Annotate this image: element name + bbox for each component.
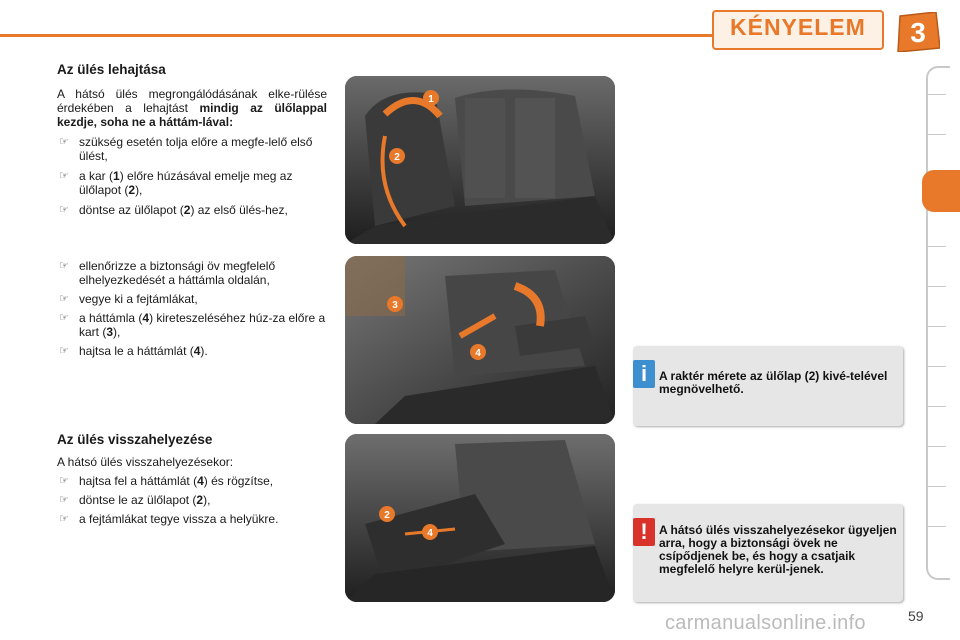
tab-divider xyxy=(928,366,946,367)
hand-pointer-icon: ☞ xyxy=(59,136,69,148)
step-list xyxy=(57,135,327,217)
section-fold-seat xyxy=(57,62,327,217)
step-text: ) és rögzítse, xyxy=(203,474,274,488)
step-item xyxy=(57,311,327,339)
step-text: döntse az ülőlapot ( xyxy=(79,203,184,217)
warning-icon: ! xyxy=(633,518,655,546)
hand-pointer-icon: ☞ xyxy=(59,260,69,272)
section-heading: Az ülés visszahelyezése xyxy=(57,432,213,447)
step-text: ) az első ülés-hez, xyxy=(190,203,288,217)
active-chapter-tab[interactable] xyxy=(922,170,960,212)
step-item xyxy=(57,203,327,217)
step-item xyxy=(57,259,327,287)
reference-number: 4 xyxy=(142,311,150,325)
callout-label: 4 xyxy=(427,528,433,539)
tab-divider xyxy=(928,246,946,247)
tab-divider xyxy=(928,326,946,327)
page-number: 59 xyxy=(908,608,924,624)
rear-seat-illustration-3 xyxy=(345,434,615,602)
step-text: a háttámla ( xyxy=(79,311,143,325)
chapter-tab-rail xyxy=(926,66,950,580)
step-item xyxy=(57,169,327,197)
tab-divider xyxy=(928,286,946,287)
callout-label: 4 xyxy=(475,348,481,359)
page-title: KÉNYELEM xyxy=(730,14,866,40)
step-text: ), xyxy=(203,493,211,507)
step-item xyxy=(57,512,327,526)
step-text: ). xyxy=(200,344,208,358)
tab-divider xyxy=(928,446,946,447)
warning-note-text: A hátsó ülés visszahelyezésekor ügyeljen arra, hogy a biztonsági övek ne csípődjenek be, és hogy a csatjaik megfelelő helyre kerül-jenek. xyxy=(659,523,897,576)
chapter-number: 3 xyxy=(910,17,926,48)
hand-pointer-icon: ☞ xyxy=(59,513,69,525)
step-text: ) előre húzásával emelje meg az ülőlapot ( xyxy=(79,169,293,197)
step-text: vegye ki a fejtámlákat, xyxy=(79,292,198,306)
rear-seat-illustration-2 xyxy=(345,256,615,424)
step-item xyxy=(57,292,327,306)
chapter-badge xyxy=(896,12,940,52)
tab-divider xyxy=(928,134,946,135)
callout-label: 2 xyxy=(394,152,400,163)
callout-label: 2 xyxy=(384,510,390,521)
warning-note xyxy=(633,504,903,602)
section-intro: A hátsó ülés visszahelyezésekor: xyxy=(57,455,234,469)
hand-pointer-icon: ☞ xyxy=(59,170,69,182)
reference-number: 2 xyxy=(128,183,136,197)
info-note xyxy=(633,346,903,426)
hand-pointer-icon: ☞ xyxy=(59,204,69,216)
step-text: hajtsa fel a háttámlát ( xyxy=(79,474,198,488)
step-text: hajtsa le a háttámlát ( xyxy=(79,344,194,358)
step-text: a kar ( xyxy=(79,169,114,183)
hand-pointer-icon: ☞ xyxy=(59,312,69,324)
hand-pointer-icon: ☞ xyxy=(59,345,69,357)
hand-pointer-icon: ☞ xyxy=(59,475,69,487)
step-text: szükség esetén tolja előre a megfe-lelő első ülést, xyxy=(79,135,313,163)
reference-number: 1 xyxy=(113,169,120,183)
reference-number: 2 xyxy=(196,493,204,507)
tab-divider xyxy=(928,526,946,527)
section-heading: Az ülés lehajtása xyxy=(57,62,166,77)
section-restore-seat xyxy=(57,432,327,526)
rear-seat-illustration-1 xyxy=(345,76,615,244)
info-icon: i xyxy=(633,360,655,388)
intro-text: A hátsó ülés megrongálódásának elke-rülése érdekében a lehajtást xyxy=(57,87,327,115)
step-list xyxy=(57,259,327,358)
hand-pointer-icon: ☞ xyxy=(59,494,69,506)
callout-label: 3 xyxy=(392,300,398,311)
step-text: ), xyxy=(135,183,143,197)
section-intro xyxy=(57,87,327,129)
step-item xyxy=(57,135,327,163)
step-item xyxy=(57,474,327,488)
step-text: ), xyxy=(113,325,121,339)
reference-number: 4 xyxy=(193,344,201,358)
step-text: a fejtámlákat tegye vissza a helyükre. xyxy=(79,512,279,526)
reference-number: 4 xyxy=(197,474,204,488)
step-list xyxy=(57,474,327,526)
watermark: carmanualsonline.info xyxy=(665,612,866,634)
intro-emphasis: mindig az ülőlappal kezdje, soha ne a háttám-lával: xyxy=(57,101,328,129)
section-fold-backrest xyxy=(57,254,327,358)
step-item xyxy=(57,493,327,507)
step-text: döntse le az ülőlapot ( xyxy=(79,493,197,507)
tab-divider xyxy=(928,406,946,407)
tab-divider xyxy=(928,94,946,95)
step-text: ellenőrizze a biztonsági öv megfelelő elhelyezkedését a háttámla oldalán, xyxy=(79,259,276,287)
reference-number: 2 xyxy=(183,203,191,217)
step-item xyxy=(57,344,327,358)
info-note-text: A raktér mérete az ülőlap (2) kivé-telével megnövelhető. xyxy=(659,369,888,396)
tab-divider xyxy=(928,486,946,487)
step-text: ) kireteszeléséhez húz-za előre a kart ( xyxy=(79,311,326,339)
hand-pointer-icon: ☞ xyxy=(59,293,69,305)
reference-number: 3 xyxy=(106,325,114,339)
callout-label: 1 xyxy=(428,94,434,105)
